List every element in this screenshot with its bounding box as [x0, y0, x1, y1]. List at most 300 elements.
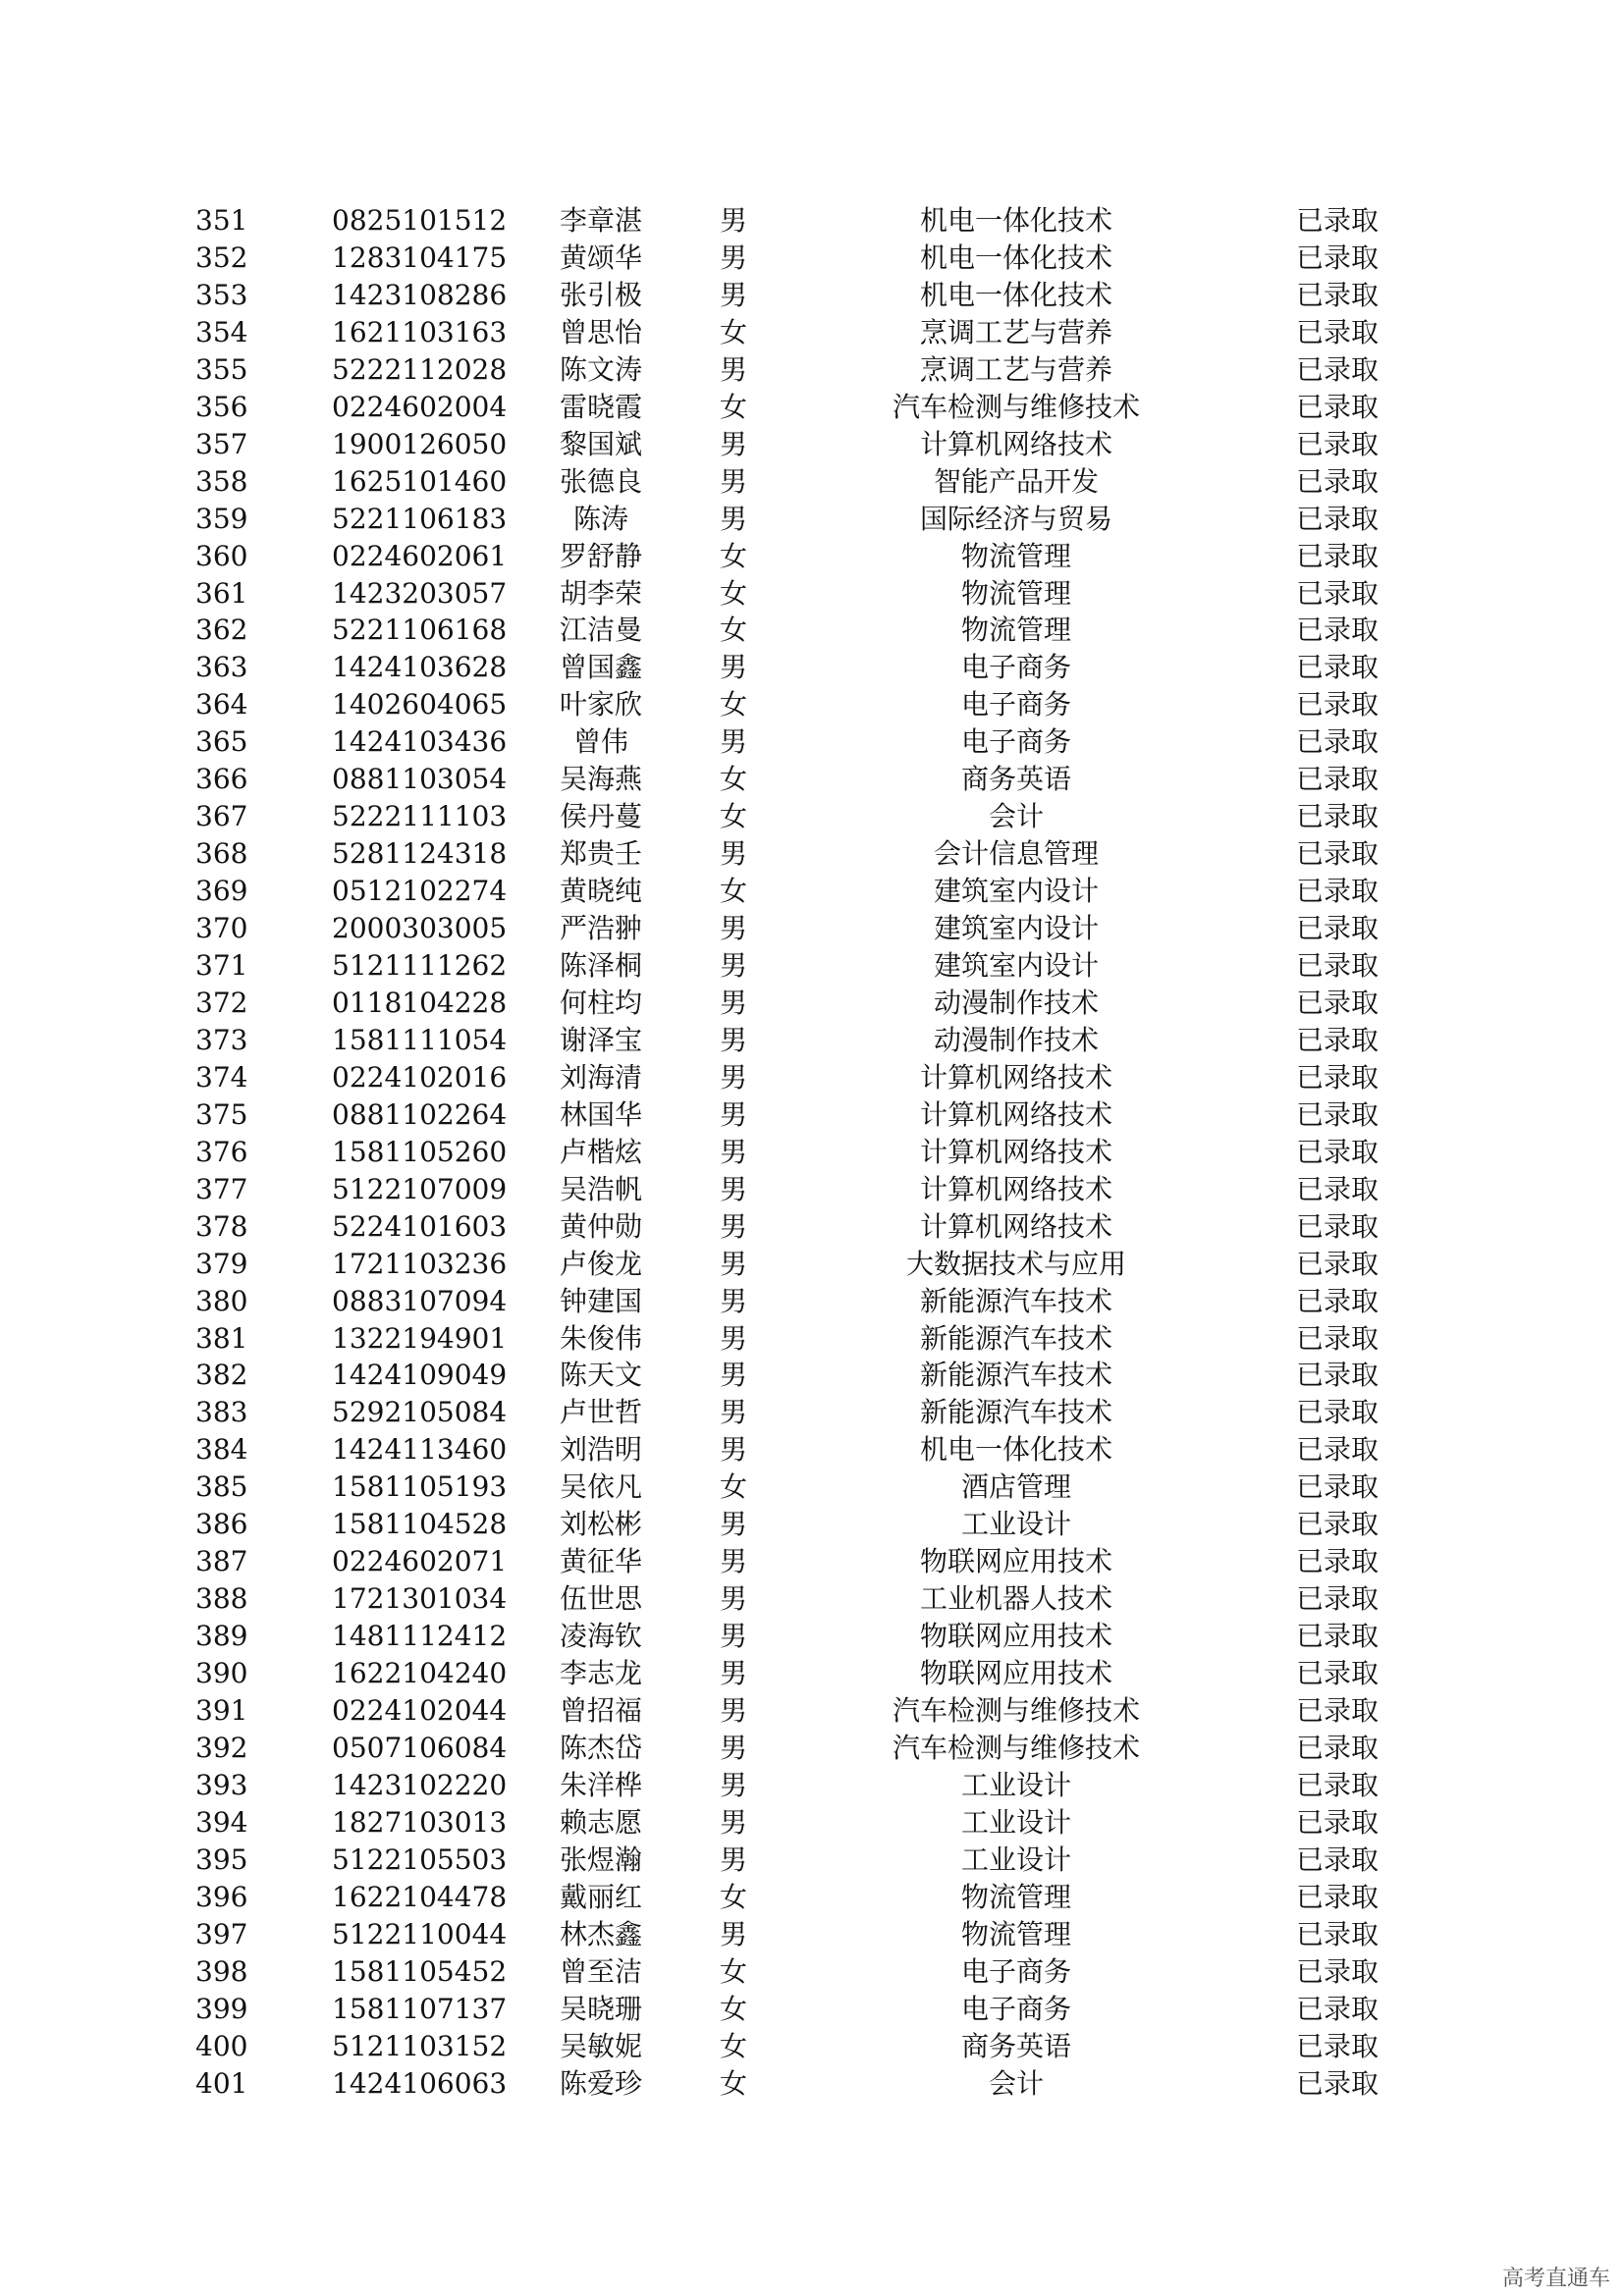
cell-exam-id: 5222112028 — [332, 352, 508, 386]
cell-status: 已录取 — [1296, 949, 1380, 982]
cell-major-text: 新能源汽车技术 — [919, 1359, 1113, 1392]
cell-status: 已录取 — [1296, 688, 1380, 721]
cell-status: 已录取 — [1296, 539, 1380, 572]
cell-exam-id: 1622104240 — [332, 1657, 508, 1690]
cell-gender: 男 — [720, 1917, 748, 1950]
cell-exam-id: 5281124318 — [332, 837, 508, 871]
cell-major-text: 计算机网络技术 — [919, 1060, 1113, 1094]
cell-exam-id: 1424103436 — [332, 725, 508, 759]
cell-status: 已录取 — [1296, 800, 1380, 833]
table-row — [0, 1283, 1624, 1320]
cell-gender: 男 — [720, 502, 748, 535]
table-row — [0, 1842, 1624, 1879]
watermark: 高考直通车 — [1501, 2267, 1610, 2291]
cell-status: 已录取 — [1296, 1247, 1380, 1280]
cell-exam-id: 5121111262 — [332, 949, 508, 982]
cell-number: 373 — [195, 1023, 248, 1056]
cell-name-text: 黄晓纯 — [559, 875, 643, 908]
cell-major-text: 电子商务 — [960, 1954, 1072, 1988]
cell-status: 已录取 — [1296, 651, 1380, 684]
cell-number: 359 — [195, 502, 248, 535]
cell-status: 已录取 — [1296, 725, 1380, 759]
cell-exam-id: 1622104478 — [332, 1880, 508, 1913]
table-row — [0, 1991, 1624, 2028]
cell-status: 已录取 — [1296, 1582, 1380, 1616]
cell-exam-id: 0512102274 — [332, 875, 508, 908]
table-row — [0, 389, 1624, 426]
cell-number: 390 — [195, 1657, 248, 1690]
cell-name-text: 陈天文 — [559, 1359, 643, 1392]
table-row — [0, 1171, 1624, 1208]
cell-exam-id: 1424109049 — [332, 1359, 508, 1392]
table-row — [0, 1692, 1624, 1730]
table-row — [0, 1655, 1624, 1692]
cell-major-text: 建筑室内设计 — [933, 949, 1100, 982]
cell-status: 已录取 — [1296, 1135, 1380, 1168]
cell-number: 371 — [195, 949, 248, 982]
cell-gender: 男 — [720, 1097, 748, 1131]
cell-number: 357 — [195, 427, 248, 460]
cell-gender: 女 — [720, 800, 748, 833]
cell-number: 386 — [195, 1508, 248, 1541]
cell-name-text: 叶家欣 — [559, 688, 643, 721]
cell-number: 392 — [195, 1731, 248, 1764]
cell-gender: 男 — [720, 1620, 748, 1653]
cell-gender: 男 — [720, 204, 748, 237]
cell-number: 361 — [195, 576, 248, 610]
cell-exam-id: 1423203057 — [332, 576, 508, 610]
cell-name-text: 凌海钦 — [559, 1620, 643, 1653]
table-row — [0, 798, 1624, 835]
cell-major-text: 物流管理 — [960, 576, 1072, 610]
cell-number: 396 — [195, 1880, 248, 1913]
cell-name-text: 赖志愿 — [559, 1805, 643, 1839]
cell-major-text: 酒店管理 — [960, 1470, 1072, 1504]
cell-name-text: 李章湛 — [559, 204, 643, 237]
cell-number: 388 — [195, 1582, 248, 1616]
cell-gender: 女 — [720, 688, 748, 721]
cell-major-text: 物流管理 — [960, 539, 1072, 572]
cell-name-text: 吴晓珊 — [559, 1992, 643, 2025]
cell-major-text: 工业设计 — [960, 1768, 1072, 1801]
cell-exam-id: 1827103013 — [332, 1805, 508, 1839]
cell-name-text: 张德良 — [559, 464, 643, 498]
cell-name-text: 卢俊龙 — [559, 1247, 643, 1280]
cell-gender: 男 — [720, 725, 748, 759]
cell-major-text: 物联网应用技术 — [919, 1545, 1113, 1578]
cell-exam-id: 1581111054 — [332, 1023, 508, 1056]
cell-status: 已录取 — [1296, 1470, 1380, 1504]
cell-gender: 女 — [720, 576, 748, 610]
table-row — [0, 649, 1624, 686]
cell-major-text: 物流管理 — [960, 614, 1072, 647]
cell-gender: 男 — [720, 1694, 748, 1727]
cell-major-text: 工业设计 — [960, 1842, 1072, 1876]
cell-name-text: 林国华 — [559, 1097, 643, 1131]
cell-name-text: 曾思怡 — [559, 315, 643, 348]
cell-status: 已录取 — [1296, 1620, 1380, 1653]
table-row — [0, 1580, 1624, 1618]
cell-gender: 男 — [720, 1396, 748, 1429]
cell-name-text: 卢楷炫 — [559, 1135, 643, 1168]
cell-gender: 女 — [720, 1880, 748, 1913]
cell-exam-id: 5122107009 — [332, 1172, 508, 1205]
cell-major-text: 计算机网络技术 — [919, 427, 1113, 460]
cell-major-text: 机电一体化技术 — [919, 278, 1113, 311]
table-row — [0, 873, 1624, 910]
cell-name-text: 曾伟 — [572, 725, 629, 759]
cell-major-text: 汽车检测与维修技术 — [892, 1731, 1141, 1764]
cell-name-text: 黎国斌 — [559, 427, 643, 460]
cell-exam-id: 0883107094 — [332, 1284, 508, 1317]
cell-major-text: 电子商务 — [960, 1992, 1072, 2025]
cell-gender: 男 — [720, 837, 748, 871]
cell-number: 358 — [195, 464, 248, 498]
cell-gender: 男 — [720, 278, 748, 311]
table-row — [0, 314, 1624, 351]
table-row — [0, 1618, 1624, 1655]
table-row — [0, 501, 1624, 538]
cell-name-text: 黄仲勋 — [559, 1209, 643, 1243]
cell-exam-id: 1621103163 — [332, 315, 508, 348]
cell-gender: 女 — [720, 763, 748, 796]
cell-gender: 女 — [720, 539, 748, 572]
cell-exam-id: 0224102044 — [332, 1694, 508, 1727]
cell-major-text: 烹调工艺与营养 — [919, 352, 1113, 386]
cell-number: 365 — [195, 725, 248, 759]
cell-major-text: 会计 — [988, 800, 1045, 833]
table-row — [0, 2028, 1624, 2065]
cell-status: 已录取 — [1296, 1097, 1380, 1131]
cell-number: 385 — [195, 1470, 248, 1504]
cell-gender: 男 — [720, 1284, 748, 1317]
table-row — [0, 1357, 1624, 1394]
cell-major-text: 汽车检测与维修技术 — [892, 390, 1141, 423]
cell-name-text: 朱俊伟 — [559, 1321, 643, 1355]
cell-gender: 男 — [720, 1359, 748, 1392]
cell-exam-id: 1581105452 — [332, 1954, 508, 1988]
cell-status: 已录取 — [1296, 614, 1380, 647]
cell-major-text: 工业设计 — [960, 1805, 1072, 1839]
cell-number: 384 — [195, 1433, 248, 1467]
cell-number: 363 — [195, 651, 248, 684]
cell-number: 377 — [195, 1172, 248, 1205]
cell-exam-id: 1625101460 — [332, 464, 508, 498]
table-row — [0, 612, 1624, 649]
cell-exam-id: 5221106183 — [332, 502, 508, 535]
cell-major-text: 会计 — [988, 2066, 1045, 2100]
cell-number: 352 — [195, 240, 248, 274]
cell-gender: 男 — [720, 1657, 748, 1690]
cell-status: 已录取 — [1296, 315, 1380, 348]
cell-number: 400 — [195, 2029, 248, 2062]
cell-number: 397 — [195, 1917, 248, 1950]
table-row — [0, 723, 1624, 761]
cell-exam-id: 1900126050 — [332, 427, 508, 460]
cell-status: 已录取 — [1296, 1545, 1380, 1578]
cell-exam-id: 5221106168 — [332, 614, 508, 647]
cell-exam-id: 5122105503 — [332, 1842, 508, 1876]
cell-exam-id: 0224602004 — [332, 390, 508, 423]
cell-status: 已录取 — [1296, 240, 1380, 274]
cell-exam-id: 1424103628 — [332, 651, 508, 684]
cell-gender: 男 — [720, 240, 748, 274]
cell-name-text: 吴海燕 — [559, 763, 643, 796]
cell-number: 368 — [195, 837, 248, 871]
cell-number: 356 — [195, 390, 248, 423]
cell-gender: 男 — [720, 1582, 748, 1616]
cell-name-text: 侯丹蔓 — [559, 800, 643, 833]
cell-major-text: 工业设计 — [960, 1508, 1072, 1541]
cell-name-text: 刘海清 — [559, 1060, 643, 1094]
cell-gender: 女 — [720, 1954, 748, 1988]
cell-gender: 男 — [720, 1768, 748, 1801]
cell-name-text: 吴依凡 — [559, 1470, 643, 1504]
table-row — [0, 1506, 1624, 1543]
cell-gender: 男 — [720, 464, 748, 498]
cell-major-text: 计算机网络技术 — [919, 1097, 1113, 1131]
cell-name-text: 郑贵壬 — [559, 837, 643, 871]
cell-number: 375 — [195, 1097, 248, 1131]
cell-gender: 女 — [720, 614, 748, 647]
cell-gender: 女 — [720, 2066, 748, 2100]
cell-status: 已录取 — [1296, 1284, 1380, 1317]
cell-major-text: 计算机网络技术 — [919, 1209, 1113, 1243]
cell-name-text: 陈泽桐 — [559, 949, 643, 982]
cell-status: 已录取 — [1296, 763, 1380, 796]
cell-status: 已录取 — [1296, 1172, 1380, 1205]
cell-number: 355 — [195, 352, 248, 386]
cell-major-text: 物流管理 — [960, 1880, 1072, 1913]
cell-gender: 男 — [720, 1172, 748, 1205]
cell-exam-id: 0881102264 — [332, 1097, 508, 1131]
cell-exam-id: 1721103236 — [332, 1247, 508, 1280]
cell-exam-id: 1423102220 — [332, 1768, 508, 1801]
cell-exam-id: 1423108286 — [332, 278, 508, 311]
cell-status: 已录取 — [1296, 1657, 1380, 1690]
cell-major-text: 物流管理 — [960, 1917, 1072, 1950]
cell-major-text: 物联网应用技术 — [919, 1620, 1113, 1653]
cell-major-text: 机电一体化技术 — [919, 240, 1113, 274]
cell-status: 已录取 — [1296, 2029, 1380, 2062]
cell-major-text: 机电一体化技术 — [919, 204, 1113, 237]
cell-status: 已录取 — [1296, 1694, 1380, 1727]
cell-major-text: 会计信息管理 — [933, 837, 1100, 871]
cell-exam-id: 5292105084 — [332, 1396, 508, 1429]
table-row — [0, 2065, 1624, 2103]
cell-number: 354 — [195, 315, 248, 348]
cell-exam-id: 5121103152 — [332, 2029, 508, 2062]
cell-number: 360 — [195, 539, 248, 572]
cell-name-text: 陈文涛 — [559, 352, 643, 386]
cell-exam-id: 0118104228 — [332, 986, 508, 1019]
cell-name-text: 陈涛 — [572, 502, 629, 535]
cell-gender: 女 — [720, 315, 748, 348]
cell-status: 已录取 — [1296, 1508, 1380, 1541]
cell-gender: 女 — [720, 1992, 748, 2025]
cell-name-text: 戴丽红 — [559, 1880, 643, 1913]
cell-number: 394 — [195, 1805, 248, 1839]
cell-exam-id: 1581104528 — [332, 1508, 508, 1541]
table-row — [0, 1096, 1624, 1134]
cell-gender: 男 — [720, 1508, 748, 1541]
cell-number: 372 — [195, 986, 248, 1019]
table-row — [0, 985, 1624, 1022]
table-row — [0, 1246, 1624, 1283]
cell-name-text: 张煜瀚 — [559, 1842, 643, 1876]
cell-status: 已录取 — [1296, 1359, 1380, 1392]
cell-number: 381 — [195, 1321, 248, 1355]
cell-number: 387 — [195, 1545, 248, 1578]
cell-status: 已录取 — [1296, 912, 1380, 945]
cell-status: 已录取 — [1296, 1396, 1380, 1429]
cell-status: 已录取 — [1296, 502, 1380, 535]
cell-number: 393 — [195, 1768, 248, 1801]
cell-gender: 男 — [720, 1842, 748, 1876]
table-row — [0, 1320, 1624, 1358]
table-row — [0, 686, 1624, 723]
cell-exam-id: 1402604065 — [332, 688, 508, 721]
cell-exam-id: 1581105193 — [332, 1470, 508, 1504]
cell-status: 已录取 — [1296, 1954, 1380, 1988]
cell-status: 已录取 — [1296, 1321, 1380, 1355]
cell-major-text: 电子商务 — [960, 651, 1072, 684]
cell-gender: 女 — [720, 875, 748, 908]
cell-status: 已录取 — [1296, 390, 1380, 423]
cell-exam-id: 1424113460 — [332, 1433, 508, 1467]
cell-number: 370 — [195, 912, 248, 945]
cell-name-text: 胡李荣 — [559, 576, 643, 610]
cell-name-text: 陈杰岱 — [559, 1731, 643, 1764]
cell-number: 353 — [195, 278, 248, 311]
cell-exam-id: 5224101603 — [332, 1209, 508, 1243]
table-row — [0, 1022, 1624, 1059]
cell-gender: 男 — [720, 1433, 748, 1467]
cell-gender: 男 — [720, 1209, 748, 1243]
table-row — [0, 463, 1624, 501]
cell-name-text: 钟建国 — [559, 1284, 643, 1317]
cell-name-text: 朱洋桦 — [559, 1768, 643, 1801]
cell-gender: 男 — [720, 1060, 748, 1094]
cell-status: 已录取 — [1296, 576, 1380, 610]
cell-major-text: 商务英语 — [960, 2029, 1072, 2062]
cell-number: 398 — [195, 1954, 248, 1988]
table-row — [0, 1543, 1624, 1580]
cell-name-text: 吴浩帆 — [559, 1172, 643, 1205]
cell-number: 351 — [195, 204, 248, 237]
cell-name-text: 黄征华 — [559, 1545, 643, 1578]
cell-name-text: 曾国鑫 — [559, 651, 643, 684]
cell-gender: 男 — [720, 949, 748, 982]
cell-gender: 男 — [720, 1545, 748, 1578]
cell-gender: 男 — [720, 352, 748, 386]
cell-name-text: 江洁曼 — [559, 614, 643, 647]
cell-gender: 男 — [720, 427, 748, 460]
cell-major-text: 商务英语 — [960, 763, 1072, 796]
table-row — [0, 947, 1624, 985]
cell-exam-id: 0881103054 — [332, 763, 508, 796]
cell-exam-id: 1322194901 — [332, 1321, 508, 1355]
table-row — [0, 277, 1624, 314]
cell-number: 367 — [195, 800, 248, 833]
cell-status: 已录取 — [1296, 986, 1380, 1019]
cell-number: 376 — [195, 1135, 248, 1168]
table-row — [0, 1431, 1624, 1468]
cell-status: 已录取 — [1296, 1768, 1380, 1801]
cell-exam-id: 0825101512 — [332, 204, 508, 237]
cell-number: 374 — [195, 1060, 248, 1094]
cell-number: 399 — [195, 1992, 248, 2025]
table-row — [0, 761, 1624, 798]
cell-status: 已录取 — [1296, 1805, 1380, 1839]
cell-gender: 男 — [720, 1805, 748, 1839]
cell-status: 已录取 — [1296, 1023, 1380, 1056]
cell-number: 364 — [195, 688, 248, 721]
cell-name-text: 曾招福 — [559, 1694, 643, 1727]
cell-name-text: 李志龙 — [559, 1657, 643, 1690]
cell-name-text: 伍世思 — [559, 1582, 643, 1616]
cell-gender: 男 — [720, 1731, 748, 1764]
table-row — [0, 1394, 1624, 1431]
cell-exam-id: 2000303005 — [332, 912, 508, 945]
cell-exam-id: 1481112412 — [332, 1620, 508, 1653]
cell-number: 391 — [195, 1694, 248, 1727]
cell-status: 已录取 — [1296, 837, 1380, 871]
cell-name-text: 吴敏妮 — [559, 2029, 643, 2062]
cell-gender: 男 — [720, 986, 748, 1019]
table-row — [0, 538, 1624, 575]
cell-status: 已录取 — [1296, 278, 1380, 311]
cell-number: 362 — [195, 614, 248, 647]
table-row — [0, 426, 1624, 463]
cell-name-text: 曾至洁 — [559, 1954, 643, 1988]
cell-exam-id: 1424106063 — [332, 2066, 508, 2100]
cell-exam-id: 5122110044 — [332, 1917, 508, 1950]
cell-exam-id: 1581107137 — [332, 1992, 508, 2025]
cell-major-text: 电子商务 — [960, 725, 1072, 759]
cell-exam-id: 0507106084 — [332, 1731, 508, 1764]
cell-status: 已录取 — [1296, 875, 1380, 908]
cell-major-text: 工业机器人技术 — [919, 1582, 1113, 1616]
table-row — [0, 1059, 1624, 1096]
cell-name-text: 林杰鑫 — [559, 1917, 643, 1950]
cell-major-text: 汽车检测与维修技术 — [892, 1694, 1141, 1727]
cell-exam-id: 0224102016 — [332, 1060, 508, 1094]
table-row — [0, 351, 1624, 389]
table-row — [0, 1953, 1624, 1991]
cell-status: 已录取 — [1296, 1060, 1380, 1094]
cell-gender: 男 — [720, 1135, 748, 1168]
table-row — [0, 575, 1624, 613]
cell-gender: 女 — [720, 390, 748, 423]
table-row — [0, 1767, 1624, 1804]
cell-number: 378 — [195, 1209, 248, 1243]
cell-status: 已录取 — [1296, 2066, 1380, 2100]
cell-exam-id: 1581105260 — [332, 1135, 508, 1168]
cell-major-text: 智能产品开发 — [933, 464, 1100, 498]
cell-number: 366 — [195, 763, 248, 796]
cell-exam-id: 1721301034 — [332, 1582, 508, 1616]
cell-major-text: 国际经济与贸易 — [919, 502, 1113, 535]
cell-gender: 男 — [720, 1321, 748, 1355]
cell-major-text: 新能源汽车技术 — [919, 1321, 1113, 1355]
cell-major-text: 新能源汽车技术 — [919, 1284, 1113, 1317]
cell-major-text: 电子商务 — [960, 688, 1072, 721]
cell-number: 380 — [195, 1284, 248, 1317]
cell-major-text: 物联网应用技术 — [919, 1657, 1113, 1690]
cell-number: 395 — [195, 1842, 248, 1876]
table-row — [0, 910, 1624, 947]
